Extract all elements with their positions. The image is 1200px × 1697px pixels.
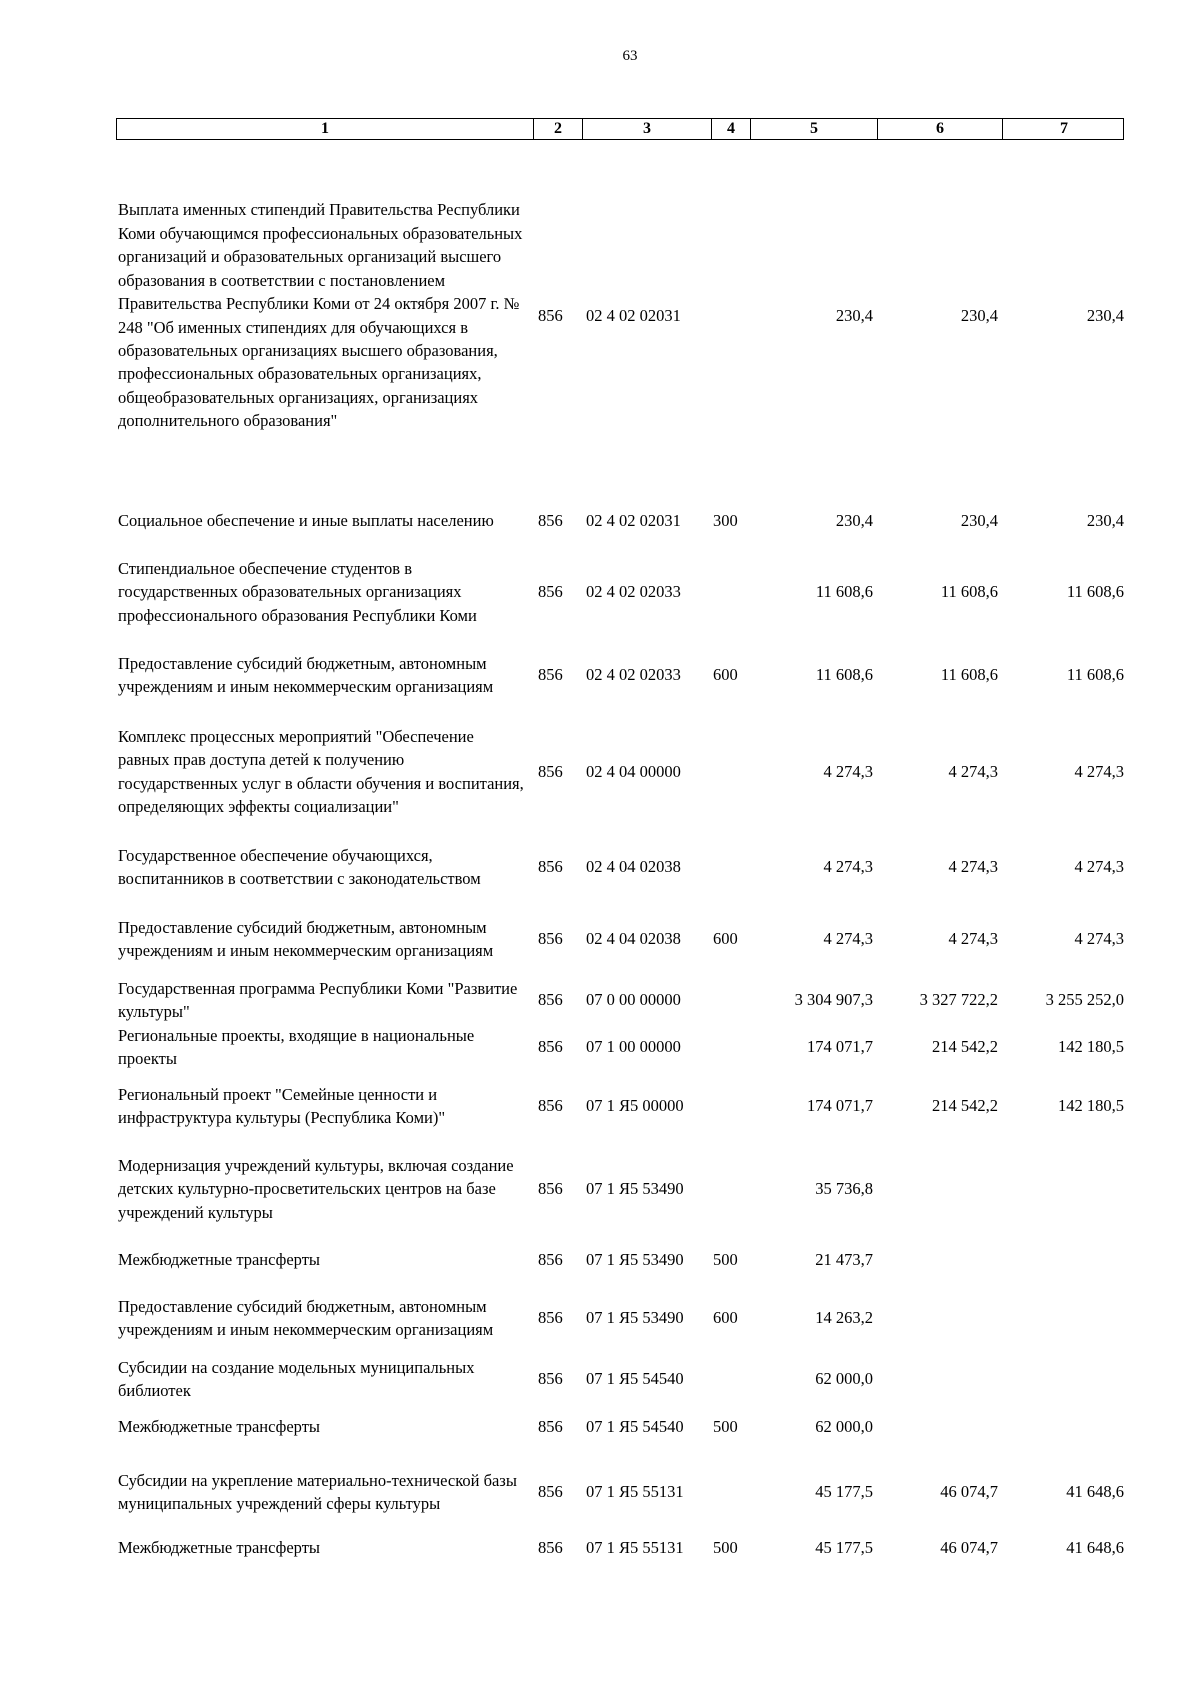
row-vr: 600 [713, 665, 738, 685]
table-row [118, 1081, 1124, 1131]
row-vr: 500 [713, 1538, 738, 1558]
row-grbs: 856 [538, 1037, 563, 1057]
header-col-4: 4 [711, 119, 750, 139]
row-vr: 600 [713, 929, 738, 949]
table-row [118, 1467, 1124, 1517]
table-row [118, 1281, 1124, 1355]
row-value-7: 142 180,5 [1058, 1096, 1124, 1116]
table-row [118, 1535, 1124, 1561]
row-name: Субсидии на создание модельных муниципальных библиотек [118, 1357, 475, 1400]
row-value-5: 4 274,3 [823, 929, 873, 949]
row-value-5: 14 263,2 [815, 1308, 873, 1328]
row-name: Выплата именных стипендий Правительства Республики Коми обучающимся профессиональных образовательных организаций и образовательных организаций высшего образования в соответствии с постановлением Правительства Республики Коми от 24 октября 2007 г. № 248 "Об именных стипендиях для обучающихся в образовательных организациях высшего образования, профессиональных образовательных организациях, общеобразовательных организациях, организациях дополнительного образования" [118, 200, 523, 431]
row-grbs: 856 [538, 665, 563, 685]
row-grbs: 856 [538, 1308, 563, 1328]
row-value-7: 4 274,3 [1074, 857, 1124, 877]
row-grbs: 856 [538, 761, 563, 781]
row-value-7: 11 608,6 [1066, 665, 1124, 685]
row-name: Межбюджетные трансферты [118, 1538, 321, 1558]
row-grbs: 856 [538, 1369, 563, 1389]
row-grbs: 856 [538, 582, 563, 602]
row-value-5: 230,4 [835, 305, 873, 325]
row-grbs: 856 [538, 929, 563, 949]
row-csr: 02 4 02 02033 [586, 665, 681, 685]
row-value-7: 230,4 [1086, 511, 1124, 531]
row-value-5: 62 000,0 [815, 1369, 873, 1389]
row-value-5: 174 071,7 [807, 1037, 873, 1057]
row-value-5: 174 071,7 [807, 1096, 873, 1116]
row-value-5: 45 177,5 [815, 1538, 873, 1558]
row-csr: 07 1 Я5 54540 [586, 1369, 684, 1389]
row-value-6: 230,4 [960, 305, 998, 325]
row-value-7: 142 180,5 [1058, 1037, 1124, 1057]
row-name: Модернизация учреждений культуры, включая создание детских культурно-просветительских центров на базе учреждений культуры [118, 1155, 514, 1222]
row-csr: 07 1 Я5 53490 [586, 1179, 684, 1199]
row-value-7: 11 608,6 [1066, 582, 1124, 602]
page-number: 63 [622, 48, 638, 64]
row-name: Предоставление субсидий бюджетным, автономным учреждениям и иным некоммерческим организациям [118, 1296, 494, 1339]
header-col-5: 5 [750, 119, 877, 139]
row-csr: 07 1 Я5 53490 [586, 1250, 684, 1270]
row-name: Государственная программа Республики Коми "Развитие культуры" [118, 978, 518, 1021]
row-grbs: 856 [538, 305, 563, 325]
row-vr: 500 [713, 1250, 738, 1270]
row-csr: 02 4 04 00000 [586, 761, 681, 781]
row-grbs: 856 [538, 1482, 563, 1502]
row-name: Государственное обеспечение обучающихся, воспитанников в соответствии с законодательством [118, 845, 481, 888]
table-row [118, 1022, 1124, 1072]
table-row [118, 1152, 1124, 1226]
table-row [118, 638, 1124, 712]
row-name: Предоставление субсидий бюджетным, автономным учреждениям и иным некоммерческим организациям [118, 917, 494, 960]
header-col-1: 1 [321, 120, 329, 137]
row-value-5: 230,4 [835, 511, 873, 531]
row-value-6: 11 608,6 [940, 582, 998, 602]
row-csr: 02 4 02 02031 [586, 511, 681, 531]
table-row [118, 1414, 1124, 1440]
header-col-2: 2 [533, 119, 582, 139]
row-value-5: 35 736,8 [815, 1179, 873, 1199]
row-csr: 07 1 Я5 54540 [586, 1417, 684, 1437]
row-name: Региональные проекты, входящие в национальные проекты [118, 1025, 475, 1068]
row-grbs: 856 [538, 1179, 563, 1199]
row-name: Региональный проект "Семейные ценности и инфраструктура культуры (Республика Коми)" [118, 1084, 446, 1127]
row-csr: 02 4 04 02038 [586, 857, 681, 877]
table-row [118, 188, 1124, 443]
table-header [116, 118, 1124, 140]
row-csr: 02 4 02 02031 [586, 305, 681, 325]
row-name: Субсидии на укрепление материально-технической базы муниципальных учреждений сферы культуры [118, 1470, 517, 1513]
row-csr: 07 1 Я5 00000 [586, 1096, 684, 1116]
row-value-6: 46 074,7 [940, 1538, 998, 1558]
table-row [118, 711, 1124, 832]
row-name: Межбюджетные трансферты [118, 1417, 321, 1437]
row-value-5: 3 304 907,3 [794, 990, 873, 1010]
row-value-7: 4 274,3 [1074, 929, 1124, 949]
row-value-6: 11 608,6 [940, 665, 998, 685]
row-value-5: 62 000,0 [815, 1417, 873, 1437]
row-grbs: 856 [538, 511, 563, 531]
row-csr: 02 4 04 02038 [586, 929, 681, 949]
row-value-5: 11 608,6 [815, 665, 873, 685]
row-value-5: 4 274,3 [823, 761, 873, 781]
row-value-6: 4 274,3 [948, 929, 998, 949]
row-name: Комплекс процессных мероприятий "Обеспечение равных прав доступа детей к получению государственных услуг в области обучения и воспитания, определяющих эффекты социализации" [118, 726, 524, 816]
row-grbs: 856 [538, 1096, 563, 1116]
row-value-7: 4 274,3 [1074, 761, 1124, 781]
table-row [118, 902, 1124, 976]
row-value-7: 41 648,6 [1066, 1538, 1124, 1558]
row-value-5: 4 274,3 [823, 857, 873, 877]
table-row [118, 842, 1124, 892]
table-row [118, 975, 1124, 1025]
row-value-5: 11 608,6 [815, 582, 873, 602]
row-grbs: 856 [538, 1250, 563, 1270]
row-value-7: 230,4 [1086, 305, 1124, 325]
row-value-6: 214 542,2 [932, 1037, 998, 1057]
header-col-6: 6 [877, 119, 1002, 139]
row-value-6: 214 542,2 [932, 1096, 998, 1116]
row-name: Предоставление субсидий бюджетным, автономным учреждениям и иным некоммерческим организациям [118, 653, 494, 696]
row-csr: 07 1 Я5 53490 [586, 1308, 684, 1328]
row-name: Социальное обеспечение и иные выплаты населению [118, 511, 494, 531]
header-col-3: 3 [582, 119, 711, 139]
row-value-5: 21 473,7 [815, 1250, 873, 1270]
row-vr: 500 [713, 1417, 738, 1437]
table-row [118, 1354, 1124, 1404]
row-grbs: 856 [538, 990, 563, 1010]
row-value-6: 46 074,7 [940, 1482, 998, 1502]
row-grbs: 856 [538, 857, 563, 877]
row-value-6: 4 274,3 [948, 857, 998, 877]
row-vr: 600 [713, 1308, 738, 1328]
row-csr: 07 1 Я5 55131 [586, 1482, 684, 1502]
row-csr: 07 1 00 00000 [586, 1037, 681, 1057]
row-csr: 07 0 00 00000 [586, 990, 681, 1010]
row-grbs: 856 [538, 1417, 563, 1437]
table-row [118, 555, 1124, 629]
row-name: Межбюджетные трансферты [118, 1250, 321, 1270]
header-col-7: 7 [1002, 119, 1125, 139]
row-vr: 300 [713, 511, 738, 531]
row-csr: 07 1 Я5 55131 [586, 1538, 684, 1558]
row-csr: 02 4 02 02033 [586, 582, 681, 602]
row-value-7: 3 255 252,0 [1045, 990, 1124, 1010]
row-value-7: 41 648,6 [1066, 1482, 1124, 1502]
table-row [118, 1247, 1124, 1273]
row-grbs: 856 [538, 1538, 563, 1558]
row-value-6: 230,4 [960, 511, 998, 531]
row-name: Стипендиальное обеспечение студентов в государственных образовательных организациях профессионального образования Республики Коми [118, 558, 477, 625]
table-row [118, 496, 1124, 546]
row-value-6: 4 274,3 [948, 761, 998, 781]
row-value-5: 45 177,5 [815, 1482, 873, 1502]
row-value-6: 3 327 722,2 [919, 990, 998, 1010]
